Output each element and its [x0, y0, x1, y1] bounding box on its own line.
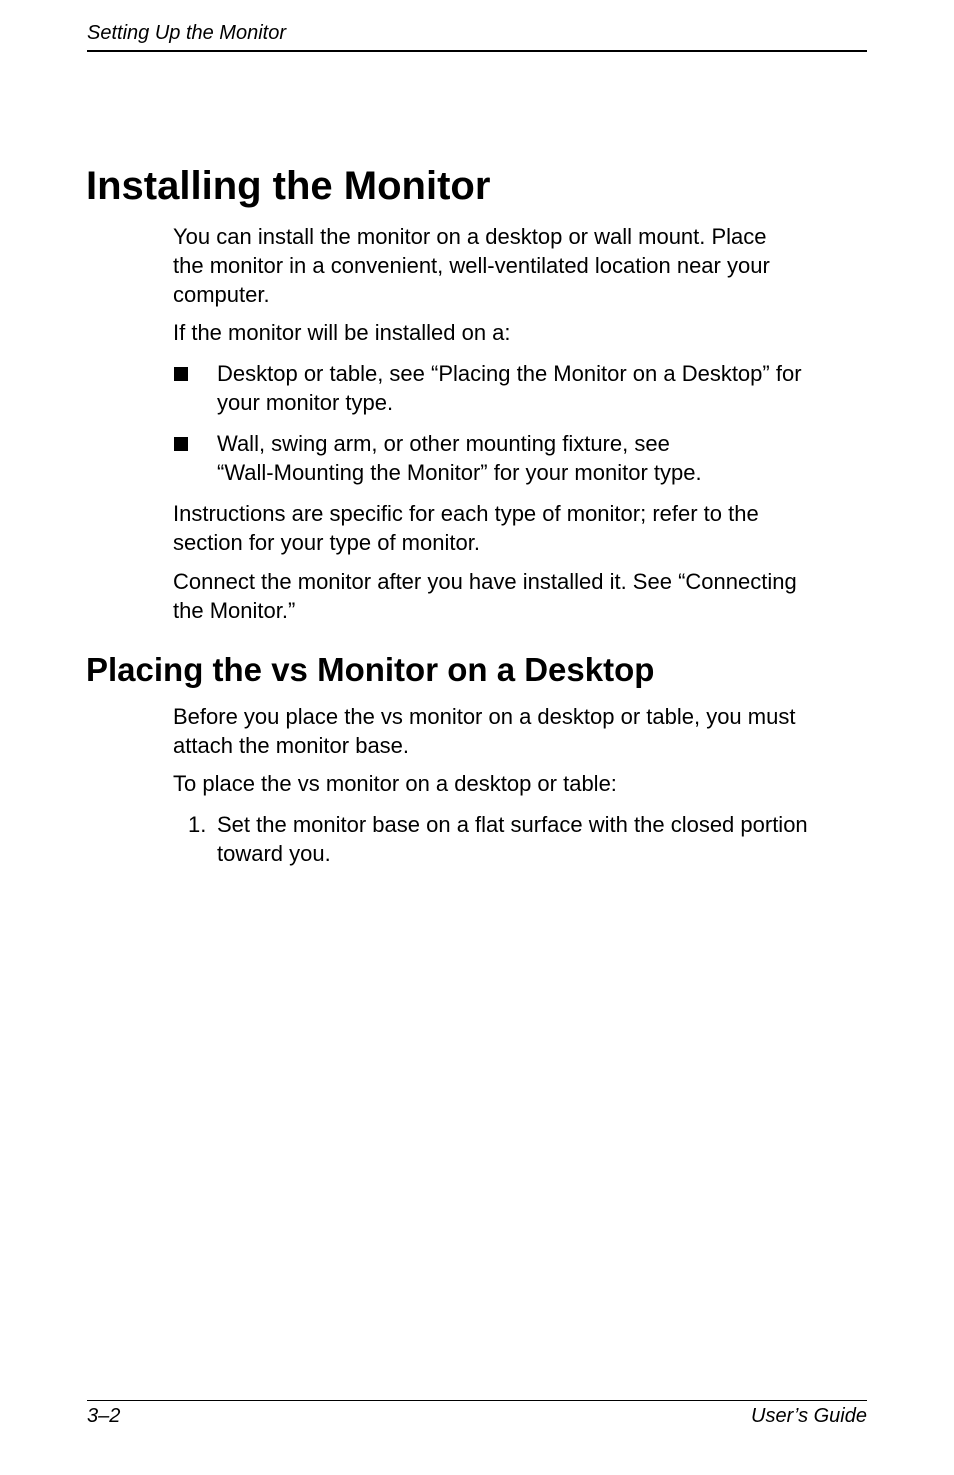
lead-in-line: If the monitor will be installed on a: — [173, 320, 511, 345]
step-line: toward you. — [217, 841, 331, 866]
step-number: 1. — [188, 812, 207, 837]
bullet-item-wall — [217, 429, 702, 487]
square-bullet-icon — [174, 437, 188, 451]
running-header: Setting Up the Monitor — [87, 22, 286, 44]
footer-rule — [87, 1400, 867, 1401]
instructions-line: section for your type of monitor. — [173, 530, 480, 555]
section2-intro-paragraph — [173, 702, 863, 760]
intro-paragraph — [173, 222, 863, 309]
step-line: Set the monitor base on a flat surface with the closed portion — [217, 812, 808, 837]
section2-lead-in-line: To place the vs monitor on a desktop or table: — [173, 771, 617, 796]
connect-line: Connect the monitor after you have installed it. See “Connecting — [173, 569, 797, 594]
square-bullet-icon — [174, 367, 188, 381]
page-number: 3–2 — [87, 1405, 121, 1427]
header-rule — [87, 50, 867, 52]
section2-lead-in-paragraph — [173, 769, 863, 798]
section-title-placing: Placing the vs Monitor on a Desktop — [86, 651, 655, 688]
section2-intro-line: Before you place the vs monitor on a desktop or table, you must — [173, 704, 796, 729]
connect-paragraph — [173, 567, 863, 625]
section2-intro-line: attach the monitor base. — [173, 733, 410, 758]
intro-line: You can install the monitor on a desktop or wall mount. Place — [173, 224, 767, 249]
step-item — [217, 810, 808, 868]
instructions-paragraph — [173, 499, 863, 557]
bullet-line: “Wall-Mounting the Monitor” for your monitor type. — [217, 460, 702, 485]
connect-line: the Monitor.” — [173, 598, 296, 623]
section-title-installing: Installing the Monitor — [86, 164, 491, 208]
intro-line: computer. — [173, 282, 270, 307]
bullet-line: Wall, swing arm, or other mounting fixture, see — [217, 431, 670, 456]
bullet-line: Desktop or table, see “Placing the Monitor on a Desktop” for — [217, 361, 802, 386]
instructions-line: Instructions are specific for each type of monitor; refer to the — [173, 501, 759, 526]
lead-in-paragraph — [173, 318, 863, 347]
intro-line: the monitor in a convenient, well-ventilated location near your — [173, 253, 770, 278]
bullet-item-desktop — [217, 359, 802, 417]
bullet-line: your monitor type. — [217, 390, 394, 415]
guide-title: User’s Guide — [751, 1405, 867, 1427]
